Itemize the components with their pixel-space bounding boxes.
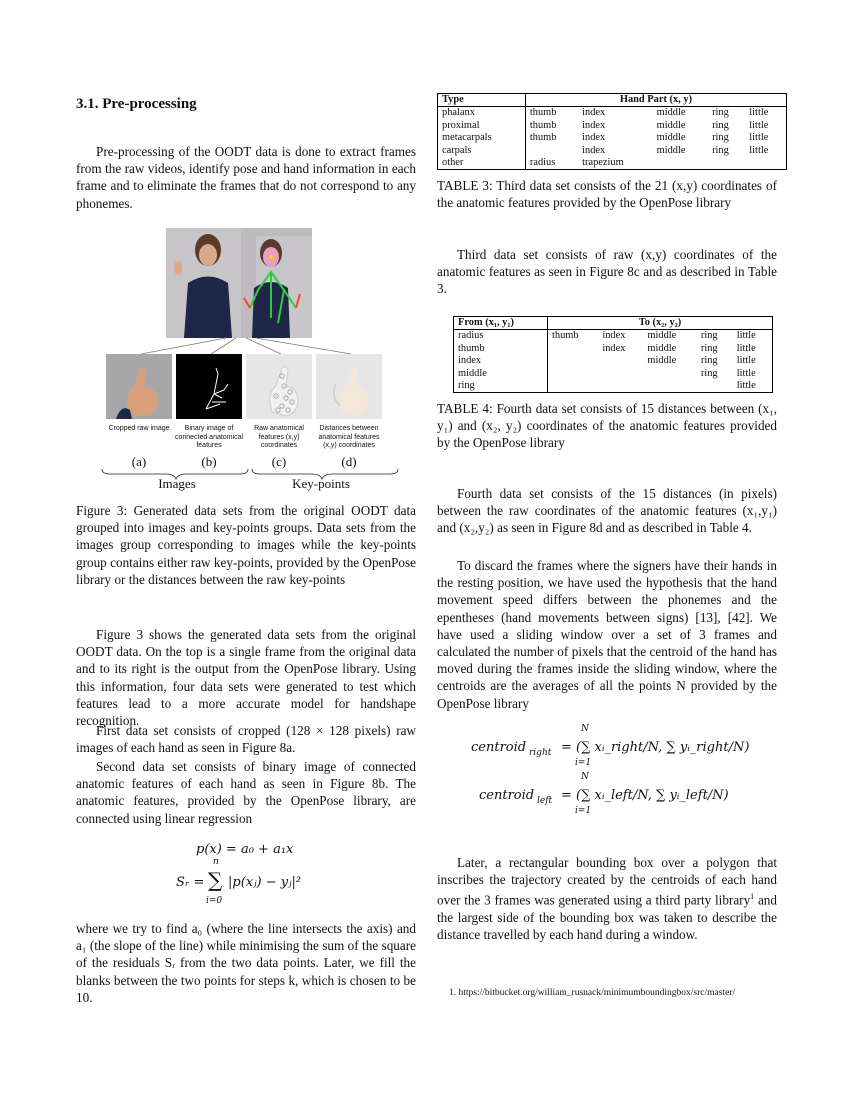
sum-upper-limit: N (581, 724, 589, 734)
table-cell: ring (454, 380, 547, 392)
table-cell: ring (700, 355, 718, 367)
sum-symbol: ∑ (208, 868, 223, 892)
table-3-caption: TABLE 3: Third data set consists of the 21 (x,y) coordinates of the anatomic features provided by the OpenPose library (437, 178, 777, 211)
table-cell (643, 368, 696, 380)
paragraph-first-dataset: First data set consists of cropped (128 × 128 pixels) raw images of each hand as seen in Figure 8a. (76, 723, 416, 756)
table-cell: middle (656, 119, 686, 131)
table-cell: phalanx (438, 107, 525, 120)
table-cell: little (749, 119, 769, 131)
footnote: 1. https://bitbucket.org/william_rusnack/minimumboundingbox/src/master/ (449, 988, 736, 998)
paragraph-preprocessing: Pre-processing of the OODT data is done to extract frames from the raw videos, identify pose and hand information in each frame and to eliminate the frames that do not correspond to any phonemes. (76, 144, 416, 211)
table-row (454, 380, 772, 392)
equation-residual (176, 857, 376, 906)
table-cell: ring (700, 330, 718, 342)
table-cell: ring (712, 132, 729, 144)
centroid-left-lhs: centroid (479, 788, 535, 803)
paragraph-centroid-method: To discard the frames where the signers have their hands in the resting position, we have used the hypothesis that the hand movement speed differs between the phonemes and the epentheses (hand movements between signs) [13], [42]. We have used a sliding window over a set of 3 frames and calculated the number of pixels that the centroid of the hand has moved during the frames inside the sliding window, where the centroids are the averages of all the points N provided by the OpenPose library (437, 558, 777, 711)
table-cell (547, 355, 598, 367)
group-label-images: Images (158, 476, 196, 491)
table-row (438, 107, 786, 120)
table-cell: middle (656, 132, 686, 144)
table-row (454, 355, 772, 367)
table-cell: middle (647, 342, 677, 354)
table-cell: proximal (438, 120, 525, 132)
footnote-marker: 1 (750, 892, 755, 902)
bounding-box-text-end: and the largest side of the bounding box was taken to describe the distance travelled by each hand during a window. (437, 892, 777, 943)
paragraph-figure3-desc: Figure 3 shows the generated data sets from the original OODT data. On the top is a single frame from the original data and to its right is the output from the OpenPose library. Using this information, four data sets were generated to test which features lead to a more accurate model for handshape recognition. (76, 627, 416, 729)
table-cell (547, 368, 598, 380)
letter-c: (c) (271, 454, 287, 469)
table-cell: little (736, 342, 756, 354)
table-cell (598, 380, 643, 392)
figure-3 (76, 228, 416, 498)
group-label-keypoints: Key-points (292, 476, 350, 491)
table-cell: thumb (551, 330, 579, 342)
table-cell (598, 368, 643, 380)
paragraph-regression-explanation: where we try to find a₀ (where the line intersects the axis) and a₁ (the slope of the line) while minimising the sum of the square of the residuals Sᵣ from the two data points. Later, we fill the blanks between the two points for steps k, which is chosen to be 10. (76, 921, 416, 1005)
table-row (454, 330, 772, 343)
paragraph-bounding-box (437, 854, 777, 943)
table-cell: ring (712, 119, 729, 131)
table-cell: middle (647, 355, 677, 367)
table-cell (708, 157, 745, 169)
equation-residual-lhs: Sᵣ = (176, 875, 205, 890)
equation-residual-rhs: |p(xⱼ) − yⱼ|² (228, 875, 302, 890)
sublabel-a: Cropped raw image (108, 425, 170, 432)
table-cell: index (582, 132, 606, 144)
table-cell: middle (647, 330, 677, 342)
sum-lower-limit: i=1 (575, 806, 592, 816)
equation-linear: p(x) = a₀ + a₁x (196, 842, 294, 857)
equation-centroid-left (479, 772, 779, 820)
sublabel-d: Distances between anatomical features (x,y) coordinates (318, 425, 380, 449)
raw-keypoints-image (246, 354, 312, 419)
sublabel-c: Raw anatomical features (x,y) coordinates (254, 425, 304, 449)
table-cell: other (438, 157, 525, 169)
table-cell (643, 380, 696, 392)
table-cell: index (582, 119, 606, 131)
letter-d: (d) (341, 454, 357, 469)
table-cell: little (736, 367, 756, 379)
table3-header-handpart: Hand Part (x, y) (525, 94, 786, 107)
table-cell: thumb (529, 119, 557, 131)
table-cell (653, 157, 708, 169)
table-cell: index (602, 330, 626, 342)
centroid-left-subscript: left (537, 796, 553, 806)
table-cell: carpals (438, 145, 525, 157)
table-cell: little (749, 132, 769, 144)
binary-image (176, 354, 242, 419)
sum-upper-limit: N (581, 772, 589, 782)
table-cell: thumb (454, 343, 547, 355)
table-cell: trapezium (582, 157, 624, 169)
centroid-left-rhs: = (∑ xᵢ_left/N, ∑ yᵢ_left/N) (561, 788, 729, 803)
section-title: 3.1. Pre-processing (76, 96, 197, 112)
table-cell: little (749, 107, 769, 119)
table-cell (547, 343, 598, 355)
table-cell (697, 380, 733, 392)
paragraph-third-dataset: Third data set consists of raw (x,y) coordinates of the anatomic features as seen in Figure 8c and as described in Table 3. (437, 247, 777, 297)
table-cell: index (582, 144, 606, 156)
table-row (438, 120, 786, 132)
letter-b: (b) (201, 454, 217, 469)
table-row (438, 157, 786, 169)
table-cell: little (736, 380, 756, 392)
table-cell (525, 145, 578, 157)
table-row (438, 145, 786, 157)
sum-lower-limit: i=0 (206, 896, 223, 906)
distances-image (316, 354, 382, 419)
table-cell: little (736, 330, 756, 342)
centroid-right-rhs: = (∑ xᵢ_right/N, ∑ yᵢ_right/N) (561, 740, 750, 755)
centroid-right-lhs: centroid (471, 740, 527, 755)
table-cell: radius (529, 157, 556, 169)
table4-header-from: From (x₁, y₁) (454, 317, 547, 330)
figure-connector-lines (76, 336, 416, 356)
table-4-caption: TABLE 4: Fourth data set consists of 15 distances between (x₁, y₁) and (x₂, y₂) coordinates of the anatomic features provided by the OpenPose library (437, 401, 777, 451)
table-cell: index (454, 355, 547, 367)
table-cell: thumb (529, 132, 557, 144)
table3-header-type: Type (438, 94, 525, 107)
table-3 (437, 93, 787, 170)
table-cell: ring (700, 367, 718, 379)
cropped-raw-image (106, 354, 172, 419)
table-cell: thumb (529, 107, 557, 119)
table-4 (453, 316, 773, 393)
equation-centroid-right (471, 724, 771, 772)
bounding-box-text: Later, a rectangular bounding box over a polygon that inscribes the trajectory created by the centroids of each hand over the 3 frames was generated using a third party library (437, 855, 777, 908)
table-cell: ring (712, 107, 729, 119)
table-cell: middle (656, 107, 686, 119)
table-cell: index (582, 107, 606, 119)
table-cell: index (602, 342, 626, 354)
table-cell: little (736, 355, 756, 367)
table-row (438, 132, 786, 144)
paragraph-fourth-dataset: Fourth data set consists of the 15 distances (in pixels) between the raw coordinates of the anatomic features (x₁,y₁) and (x₂,y₂) as seen in Figure 8d and as described in Table 4. (437, 486, 777, 536)
table-cell: radius (454, 330, 547, 343)
table-cell: ring (700, 342, 718, 354)
table-cell (598, 355, 643, 367)
table-row (454, 343, 772, 355)
table-cell: middle (656, 144, 686, 156)
letter-a: (a) (131, 454, 147, 469)
original-frame-image (166, 228, 312, 338)
table-cell (745, 157, 786, 169)
sum-lower-limit: i=1 (575, 758, 592, 768)
table-cell: ring (712, 144, 729, 156)
paragraph-second-dataset: Second data set consists of binary image of connected anatomic features of each hand as seen in Figure 8b. The anatomic features, provided by the OpenPose library, are connected using linear regression (76, 759, 416, 826)
figure-3-caption: Figure 3: Generated data sets from the original OODT data grouped into images and key-points groups. Data sets from the images group corresponding to images while the key-points group contains either raw key-points, provided by the OpenPose library or the distances between the raw key-points (76, 503, 416, 587)
table-cell: metacarpals (438, 132, 525, 144)
table-row (454, 368, 772, 380)
table-cell: little (749, 144, 769, 156)
sublabel-b: Binary image of connected anatomical features (174, 425, 244, 449)
table-cell: middle (454, 368, 547, 380)
table4-header-to: To (x₂, y₂) (547, 317, 772, 330)
centroid-right-subscript: right (529, 748, 552, 758)
table-cell (547, 380, 598, 392)
sum-upper-limit: n (213, 857, 219, 867)
